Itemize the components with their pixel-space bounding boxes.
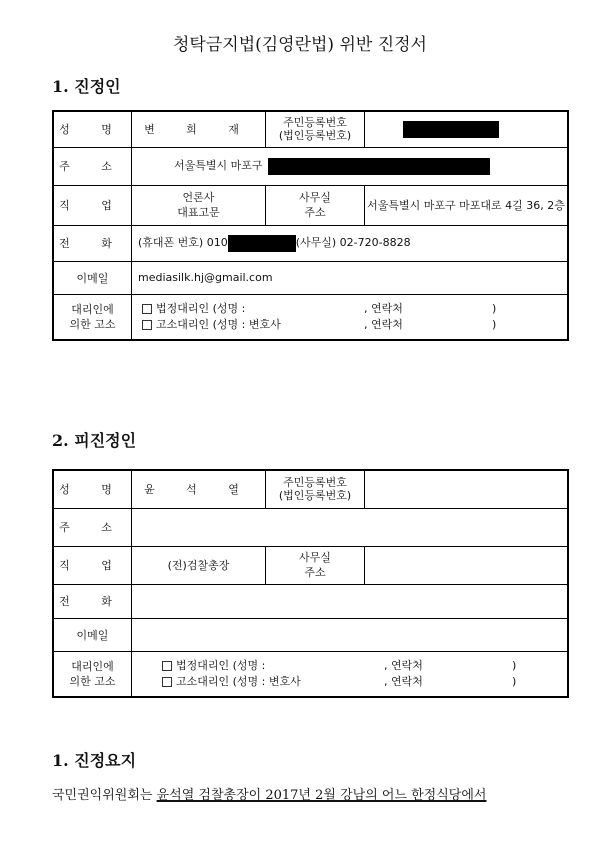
phone-value xyxy=(132,584,569,618)
job-value: (전)검찰총장 xyxy=(132,546,266,584)
lawyer-proxy-line: 고소대리인 (성명 : 변호사 , 연락처 ) xyxy=(132,674,567,690)
office-address-label: 사무실 주소 xyxy=(266,546,365,584)
summary-text: 국민권익위원회는 윤석열 검찰총장이 2017년 2월 강남의 어느 한정식당에서 xyxy=(52,788,487,803)
name-label: 성 명 xyxy=(53,470,132,508)
email-label: 이메일 xyxy=(53,261,132,294)
proxy-label: 대리인에 의한 고소 xyxy=(53,294,132,340)
phone-label: 전 화 xyxy=(53,225,132,261)
complainant-table xyxy=(52,110,569,341)
email-value xyxy=(132,618,569,651)
name-label: 성 명 xyxy=(53,111,132,147)
section-heading-summary: 1. 진정요지 xyxy=(52,751,137,770)
summary-underlined-text: 윤석열 검찰총장이 2017년 2월 강남의 어느 한정식당에서 xyxy=(156,788,487,803)
proxy-value xyxy=(132,294,569,340)
redaction-bar xyxy=(403,121,499,138)
proxy-value xyxy=(132,651,569,697)
document-title: 청탁금지법(김영란법) 위반 진정서 xyxy=(173,35,427,55)
address-value xyxy=(132,508,569,546)
id-number-value xyxy=(365,470,569,508)
email-value: mediasilk.hj@gmail.com xyxy=(132,261,569,294)
section-heading-complainant: 1. 진정인 xyxy=(52,77,121,96)
name-value: 변 희 재 xyxy=(132,111,266,147)
name-value: 윤 석 열 xyxy=(132,470,266,508)
redaction-bar xyxy=(268,158,490,175)
address-label: 주 소 xyxy=(53,508,132,546)
proxy-label: 대리인에 의한 고소 xyxy=(53,651,132,697)
lawyer-proxy-checkbox[interactable] xyxy=(162,677,172,687)
job-label: 직 업 xyxy=(53,185,132,225)
legal-proxy-checkbox[interactable] xyxy=(142,304,152,314)
address-value: 서울특별시 마포구 xyxy=(132,147,569,185)
office-address-value xyxy=(365,546,569,584)
section-heading-respondent: 2. 피진정인 xyxy=(52,431,137,450)
email-label: 이메일 xyxy=(53,618,132,651)
lawyer-proxy-checkbox[interactable] xyxy=(142,320,152,330)
phone-value: (휴대폰 번호) 010 (사무실) 02-720-8828 xyxy=(132,225,569,261)
redaction-bar xyxy=(228,235,296,252)
address-label: 주 소 xyxy=(53,147,132,185)
id-number-label: 주민등록번호 (법인등록번호) xyxy=(266,470,365,508)
respondent-table xyxy=(52,469,569,698)
legal-proxy-checkbox[interactable] xyxy=(162,661,172,671)
lawyer-proxy-line: 고소대리인 (성명 : 변호사 , 연락처 ) xyxy=(132,317,567,333)
legal-proxy-line: 법정대리인 (성명 : , 연락처 ) xyxy=(132,658,567,674)
job-label: 직 업 xyxy=(53,546,132,584)
phone-label: 전 화 xyxy=(53,584,132,618)
legal-proxy-line: 법정대리인 (성명 : , 연락처 ) xyxy=(132,301,567,317)
office-address-label: 사무실 주소 xyxy=(266,185,365,225)
id-number-value xyxy=(365,111,569,147)
job-value: 언론사 대표고문 xyxy=(132,185,266,225)
id-number-label: 주민등록번호 (법인등록번호) xyxy=(266,111,365,147)
office-address-value: 서울특별시 마포구 마포대로 4길 36, 2층 xyxy=(365,185,569,225)
